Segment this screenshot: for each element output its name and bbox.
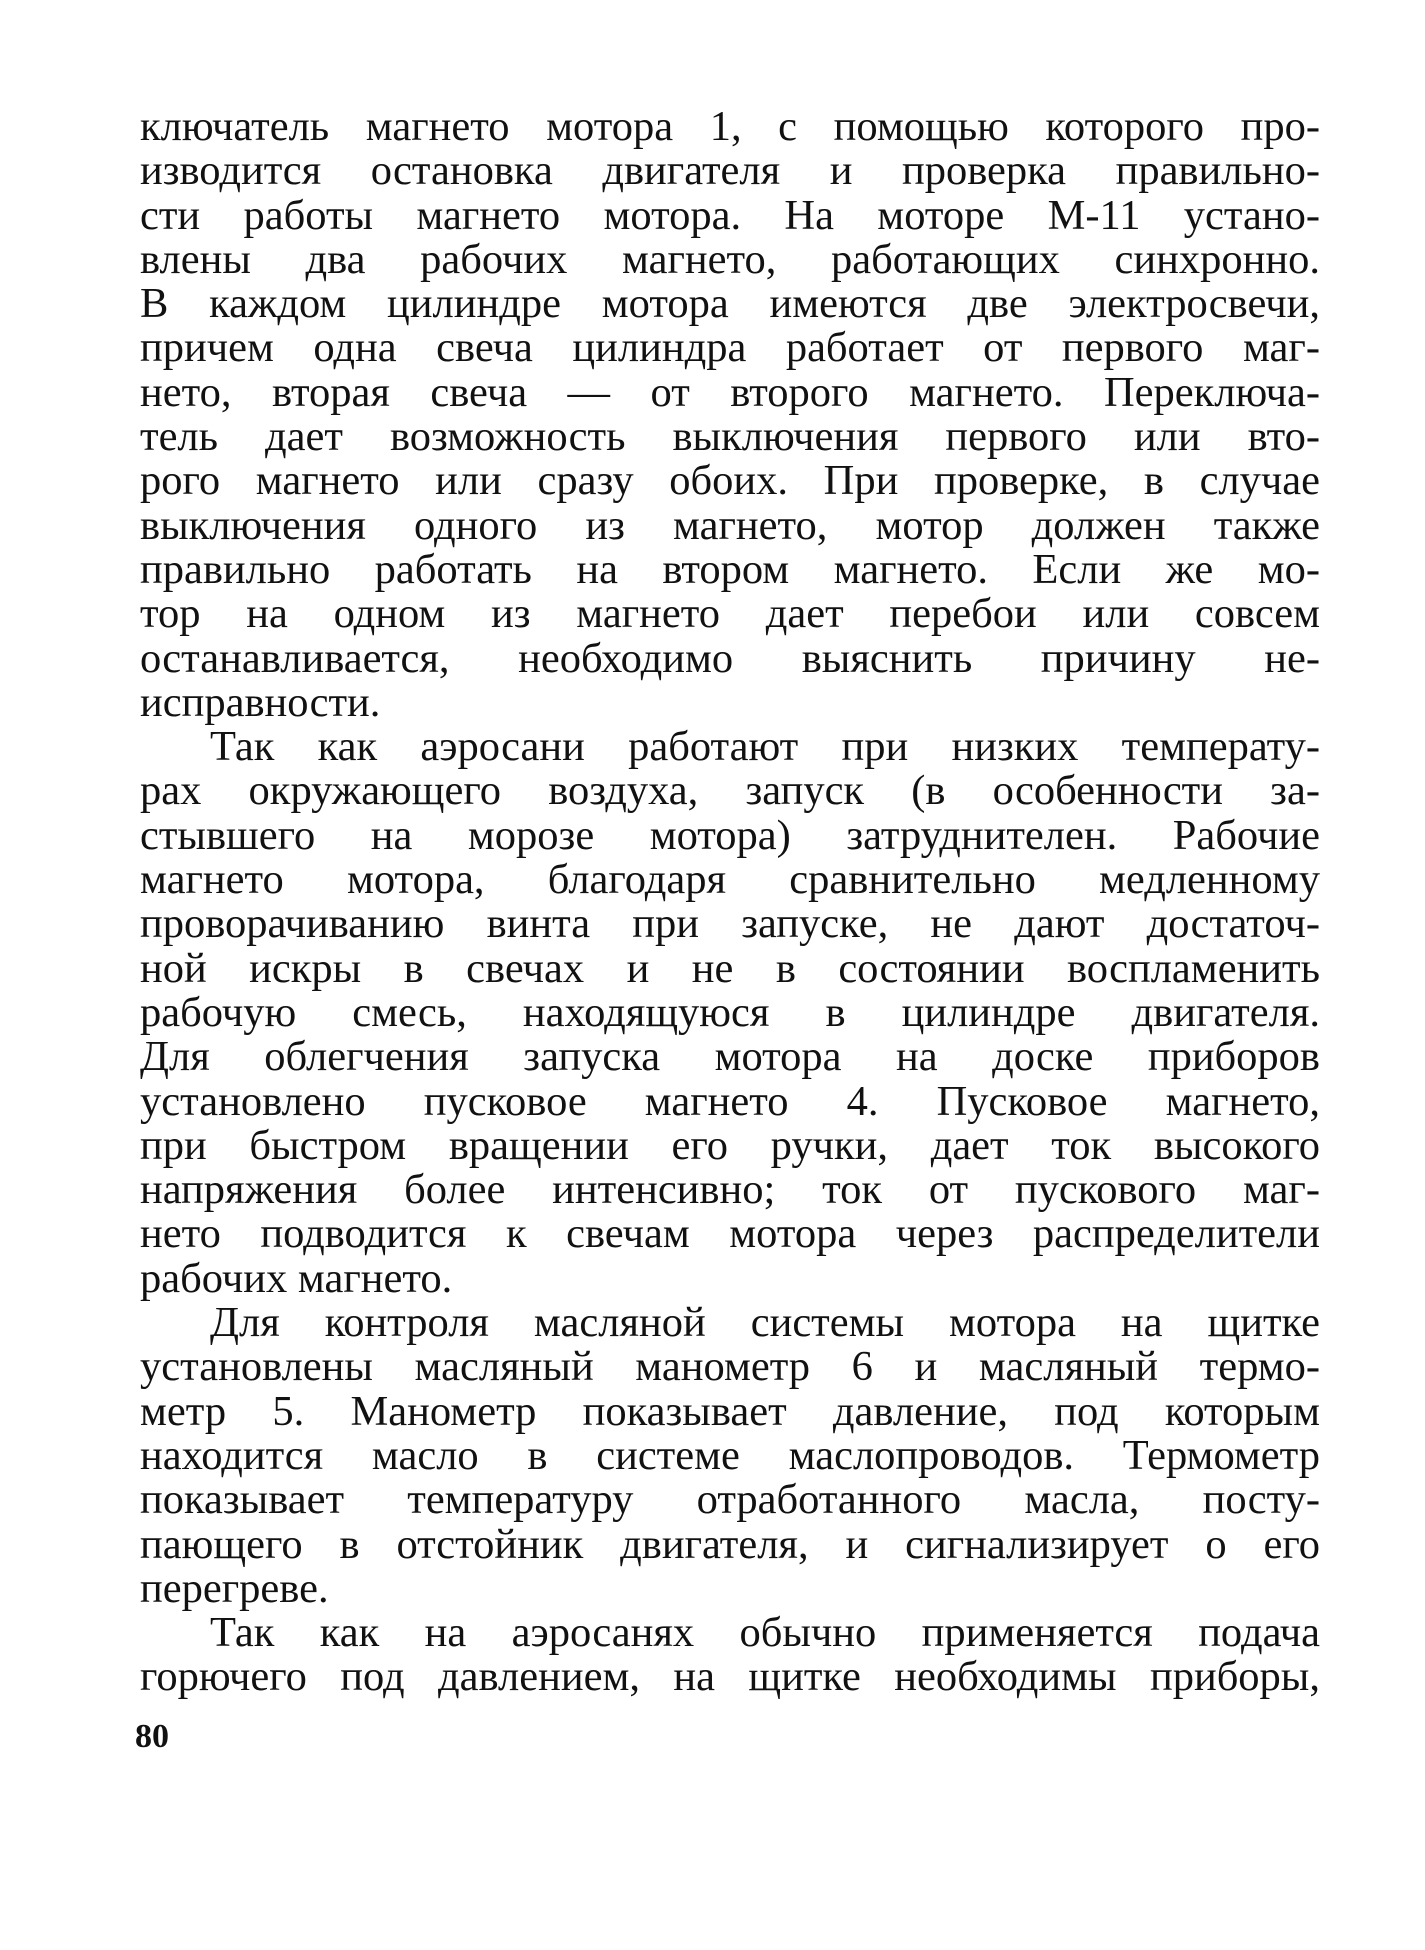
text-line: рах окружающего воздуха, запуск (в особенности за-: [140, 769, 1320, 814]
text-line: тель дает возможность выключения первого или вто-: [140, 415, 1320, 460]
text-line: Так как аэросани работают при низких температу-: [210, 725, 1320, 770]
paragraph-1: [140, 105, 1320, 725]
text-line: рабочую смесь, находящуюся в цилиндре двигателя.: [140, 990, 1320, 1036]
text-line: стывшего на морозе мотора) затруднителен. Рабочие: [140, 813, 1320, 859]
text-line: перегреве.: [140, 1566, 329, 1612]
text-line: изводится остановка двигателя и проверка правильно-: [140, 149, 1320, 194]
text-line: исправности.: [140, 680, 381, 726]
text-line: причем одна свеча цилиндра работает от первого маг-: [140, 326, 1320, 371]
text-line: ной искры в свечах и не в состоянии воспламенить: [140, 946, 1320, 991]
text-line: нето, вторая свеча — от второго магнето. Переключа-: [140, 370, 1320, 416]
text-line: Для облегчения запуска мотора на доске приборов: [140, 1035, 1320, 1080]
text-line: горючего под давлением, на щитке необходимы приборы,: [140, 1655, 1320, 1700]
text-line: ключатель магнето мотора 1, с помощью которого про-: [140, 105, 1320, 150]
paragraph-3: [140, 1301, 1320, 1611]
text-line: рого магнето или сразу обоих. При проверке, в случае: [140, 459, 1320, 504]
text-line: показывает температуру отработанного масла, посту-: [140, 1478, 1320, 1523]
text-line: В каждом цилиндре мотора имеются две электросвечи,: [140, 282, 1320, 327]
text-line: правильно работать на втором магнето. Если же мо-: [140, 547, 1320, 593]
text-line: влены два рабочих магнето, работающих синхронно.: [140, 237, 1320, 283]
paragraph-2: [140, 725, 1320, 1301]
text-line: сти работы магнето мотора. На моторе М-11 устано-: [140, 193, 1320, 238]
paragraph-4: [140, 1611, 1320, 1700]
text-line: Для контроля масляной системы мотора на щитке: [210, 1301, 1320, 1346]
text-line: находится масло в системе маслопроводов. Термометр: [140, 1433, 1320, 1479]
text-line: при быстром вращении его ручки, дает ток высокого: [140, 1123, 1320, 1169]
text-line: останавливается, необходимо выяснить причину не-: [140, 636, 1320, 681]
text-line: метр 5. Манометр показывает давление, под которым: [140, 1389, 1320, 1434]
page-number: 80: [135, 1718, 169, 1755]
page-body: [140, 105, 1320, 1700]
text-line: проворачиванию винта при запуске, не дают достаточ-: [140, 902, 1320, 947]
text-line: напряжения более интенсивно; ток от пускового маг-: [140, 1168, 1320, 1213]
text-line: пающего в отстойник двигателя, и сигнализирует о его: [140, 1522, 1320, 1567]
text-line: выключения одного из магнето, мотор должен также: [140, 503, 1320, 548]
text-line: установлено пусковое магнето 4. Пусковое магнето,: [140, 1079, 1320, 1124]
text-line: установлены масляный манометр 6 и масляный термо-: [140, 1345, 1320, 1390]
text-line: магнето мотора, благодаря сравнительно медленному: [140, 858, 1320, 903]
text-line: нето подводится к свечам мотора через распределители: [140, 1212, 1320, 1257]
text-line: Так как на аэросанях обычно применяется подача: [210, 1611, 1320, 1656]
text-line: рабочих магнето.: [140, 1256, 453, 1302]
text-line: тор на одном из магнето дает перебои или совсем: [140, 592, 1320, 637]
